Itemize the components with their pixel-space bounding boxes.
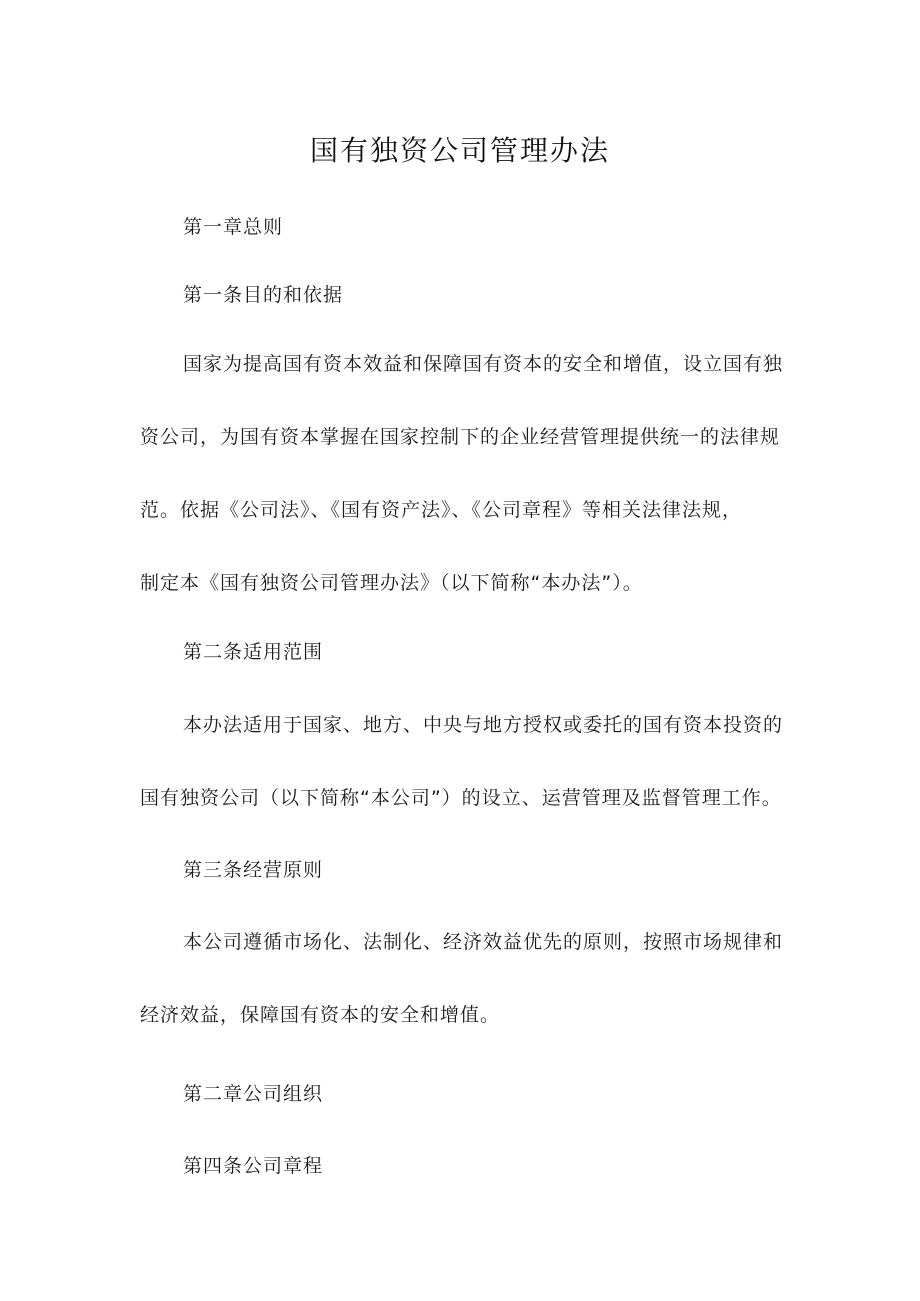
paragraph-line: 资公司，为国有资本掌握在国家控制下的企业经营管理提供统一的法律规 (140, 426, 781, 448)
paragraph-line: 国家为提高国有资本效益和保障国有资本的安全和增值，设立国有独 (183, 353, 784, 375)
paragraph-line: 本公司遵循市场化、法制化、经济效益优先的原则，按照市场规律和 (183, 931, 784, 953)
paragraph-line: 国有独资公司（以下简称“本公司”）的设立、运营管理及监督管理工作。 (140, 787, 782, 809)
paragraph-line: 范。依据《公司法》、《国有资产法》、《公司章程》等相关法律法规， (140, 499, 743, 521)
chapter-heading: 第二章公司组织 (183, 1083, 324, 1105)
chapter-heading: 第一章总则 (183, 216, 284, 238)
article-heading: 第一条目的和依据 (183, 284, 344, 306)
paragraph-line: 制定本《国有独资公司管理办法》（以下简称“本办法”）。 (140, 572, 643, 594)
article-heading: 第二条适用范围 (183, 641, 324, 663)
paragraph-line: 经济效益，保障国有资本的安全和增值。 (140, 1004, 501, 1026)
document-title: 国有独资公司管理办法 (309, 134, 610, 167)
article-heading: 第四条公司章程 (183, 1155, 324, 1177)
paragraph-line: 本办法适用于国家、地方、中央与地方授权或委托的国有资本投资的 (183, 714, 784, 736)
article-heading: 第三条经营原则 (183, 859, 324, 881)
